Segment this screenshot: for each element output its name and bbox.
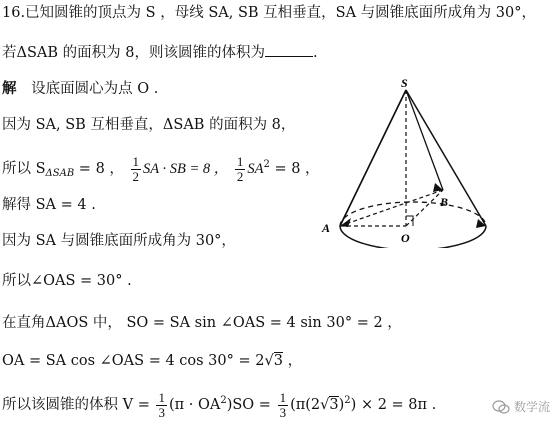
- problem-period: .: [312, 45, 318, 61]
- label-O: O: [401, 231, 410, 245]
- problem-line-2: [2, 44, 318, 62]
- volume-part-4: ): [338, 397, 345, 413]
- solution-text-6: 所以∠OAS = 30° .: [2, 273, 132, 289]
- solution-line-3: [2, 150, 320, 189]
- square-base: SA: [247, 161, 264, 177]
- oa-end: ，: [282, 353, 303, 369]
- answer-blank: [265, 44, 313, 57]
- sqrt-symbol: √: [264, 353, 274, 369]
- square-eq: = 8 ，: [269, 161, 320, 177]
- fraction-third-2: $\frac{1}{3}$: [279, 389, 287, 420]
- area-symbol: 所以 S: [2, 161, 46, 177]
- volume-part-2: )SO =: [226, 397, 276, 413]
- volume-part-3: (π(2: [290, 397, 321, 413]
- sqrt-radicand-2: 3: [329, 397, 339, 413]
- volume-end: ) × 2 = 8π .: [350, 397, 437, 413]
- solution-line-5: [2, 232, 236, 250]
- solution-line-9: [2, 384, 436, 422]
- label-S: S: [401, 78, 408, 90]
- fraction-third-1: $\frac{1}{3}$: [158, 389, 165, 420]
- oa-eq: OA = SA cos ∠OAS = 4 cos 30° = 2: [2, 353, 265, 369]
- solution-line-7: [2, 314, 402, 332]
- product-eq: SA · SB = 8 ，: [143, 161, 229, 177]
- watermark-text: 数学流: [513, 400, 550, 414]
- solution-text-4: 解得 SA = 4 .: [2, 197, 96, 213]
- square-exponent: 2: [263, 159, 270, 170]
- solution-line-1: [2, 80, 158, 98]
- label-B: B: [440, 195, 449, 209]
- solution-line-4: [2, 196, 96, 214]
- area-eq: = 8 ，: [74, 161, 124, 177]
- segment-OB: [406, 190, 443, 226]
- solution-text-2: 因为 SA, SB 互相垂直，ΔSAB 的面积为 8，: [2, 117, 296, 133]
- fraction-half-2: $\frac{1}{2}$: [236, 153, 244, 184]
- base-ellipse-front: [340, 226, 486, 248]
- label-A: A: [322, 221, 331, 235]
- volume-part-1: (π · OA: [168, 397, 221, 413]
- problem-text-2: 若ΔSAB 的面积为 8，则该圆锥的体积为: [2, 45, 265, 61]
- solution-text-7: 在直角ΔAOS 中， SO = SA sin ∠OAS = 4 sin 30° = 2 ，: [2, 315, 402, 331]
- sqrt-radicand: 3: [273, 353, 283, 369]
- cone-diagram: [318, 78, 508, 248]
- sqrt-symbol-2: √: [320, 397, 330, 413]
- solution-line-6: [2, 272, 132, 290]
- volume-exp-1: 2: [220, 395, 227, 406]
- solution-text-5: 因为 SA 与圆锥底面所成角为 30°，: [2, 233, 236, 249]
- volume-label: 所以该圆锥的体积 V =: [2, 397, 155, 413]
- problem-line-1: [2, 4, 536, 22]
- solution-line-8: [2, 352, 302, 370]
- solution-line-2: [2, 116, 295, 134]
- solution-label: 解: [2, 80, 17, 97]
- problem-text-1: 16.已知圆锥的顶点为 S ，母线 SA, SB 互相垂直，SA 与圆锥底面所成角为 30°，: [2, 5, 536, 21]
- segment-SB: [406, 90, 443, 190]
- wechat-icon: [492, 400, 510, 414]
- solution-text-1: 设底面圆心为点 O .: [31, 81, 159, 97]
- volume-exp-2: 2: [344, 395, 351, 406]
- area-subscript: ΔSAB: [45, 168, 75, 179]
- watermark: [492, 398, 550, 415]
- fraction-half-1: $\frac{1}{2}$: [132, 153, 140, 184]
